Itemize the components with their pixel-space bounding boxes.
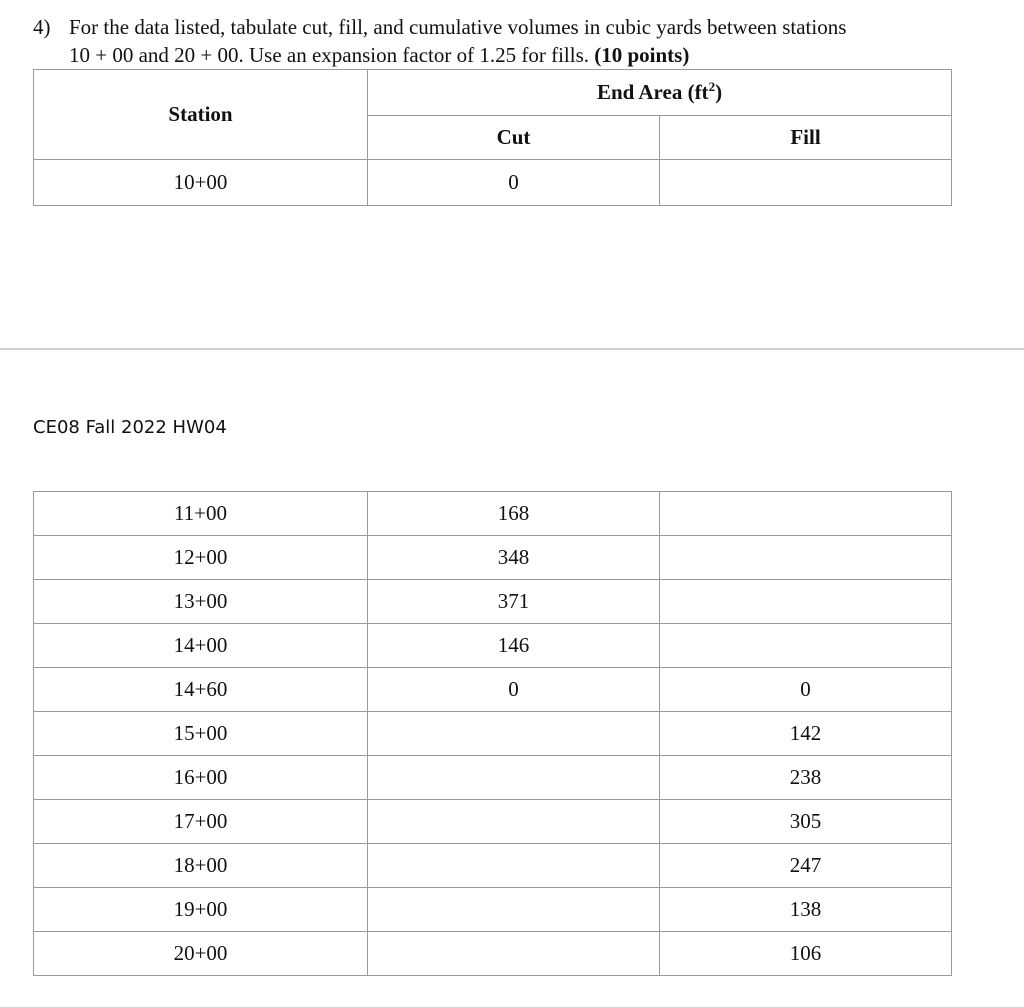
question-line-1: For the data listed, tabulate cut, fill, and cumulative volumes in cubic yards between stations: [69, 15, 847, 39]
fill-cell: 247: [660, 844, 952, 888]
fill-cell: [660, 536, 952, 580]
end-area-table: [33, 69, 952, 206]
station-cell: 19+00: [34, 888, 368, 932]
fill-cell: [660, 160, 952, 206]
station-cell: 16+00: [34, 756, 368, 800]
table-row: [34, 492, 952, 536]
table-row: [34, 668, 952, 712]
station-cell: 10+00: [34, 160, 368, 206]
cut-cell: [368, 712, 660, 756]
table-row: [34, 160, 952, 206]
fill-cell: 0: [660, 668, 952, 712]
cut-cell: 0: [368, 668, 660, 712]
fill-cell: 106: [660, 932, 952, 976]
fill-cell: [660, 580, 952, 624]
fill-cell: 138: [660, 888, 952, 932]
table-row: [34, 844, 952, 888]
end-area-table-continued: [33, 491, 952, 976]
station-cell: 18+00: [34, 844, 368, 888]
table-row: [34, 800, 952, 844]
cut-cell: 146: [368, 624, 660, 668]
cut-cell: [368, 932, 660, 976]
table-header-row-1: [34, 70, 952, 116]
station-cell: 17+00: [34, 800, 368, 844]
cut-cell: 348: [368, 536, 660, 580]
page-separator: [0, 348, 1024, 350]
question-points: (10 points): [594, 43, 690, 67]
cut-cell: [368, 756, 660, 800]
station-cell: 12+00: [34, 536, 368, 580]
table-row: [34, 756, 952, 800]
table-row: [34, 624, 952, 668]
end-area-superscript: 2: [708, 79, 716, 94]
footer-label: CE08 Fall 2022 HW04: [33, 417, 227, 438]
fill-cell: 305: [660, 800, 952, 844]
station-cell: 11+00: [34, 492, 368, 536]
station-cell: 14+00: [34, 624, 368, 668]
cut-cell: [368, 888, 660, 932]
table-row: [34, 536, 952, 580]
fill-cell: 238: [660, 756, 952, 800]
fill-header: Fill: [660, 116, 952, 160]
cut-cell: 371: [368, 580, 660, 624]
cut-cell: [368, 800, 660, 844]
question-line-2: [69, 41, 689, 69]
station-cell: 14+60: [34, 668, 368, 712]
table-row: [34, 888, 952, 932]
cut-cell: 168: [368, 492, 660, 536]
station-cell: 13+00: [34, 580, 368, 624]
table-row: [34, 932, 952, 976]
end-area-label-close: ): [715, 80, 723, 104]
fill-cell: 142: [660, 712, 952, 756]
station-cell: 20+00: [34, 932, 368, 976]
question-line-2-text: 10 + 00 and 20 + 00. Use an expansion factor of 1.25 for fills.: [69, 43, 595, 67]
fill-cell: [660, 624, 952, 668]
cut-cell: 0: [368, 160, 660, 206]
table-row: [34, 712, 952, 756]
end-area-label: End Area (ft: [596, 80, 709, 104]
cut-cell: [368, 844, 660, 888]
station-cell: 15+00: [34, 712, 368, 756]
station-header: Station: [34, 70, 368, 160]
table-row: [34, 580, 952, 624]
fill-cell: [660, 492, 952, 536]
question-number: 4): [33, 15, 51, 39]
end-area-header: [368, 70, 952, 116]
cut-header: Cut: [368, 116, 660, 160]
